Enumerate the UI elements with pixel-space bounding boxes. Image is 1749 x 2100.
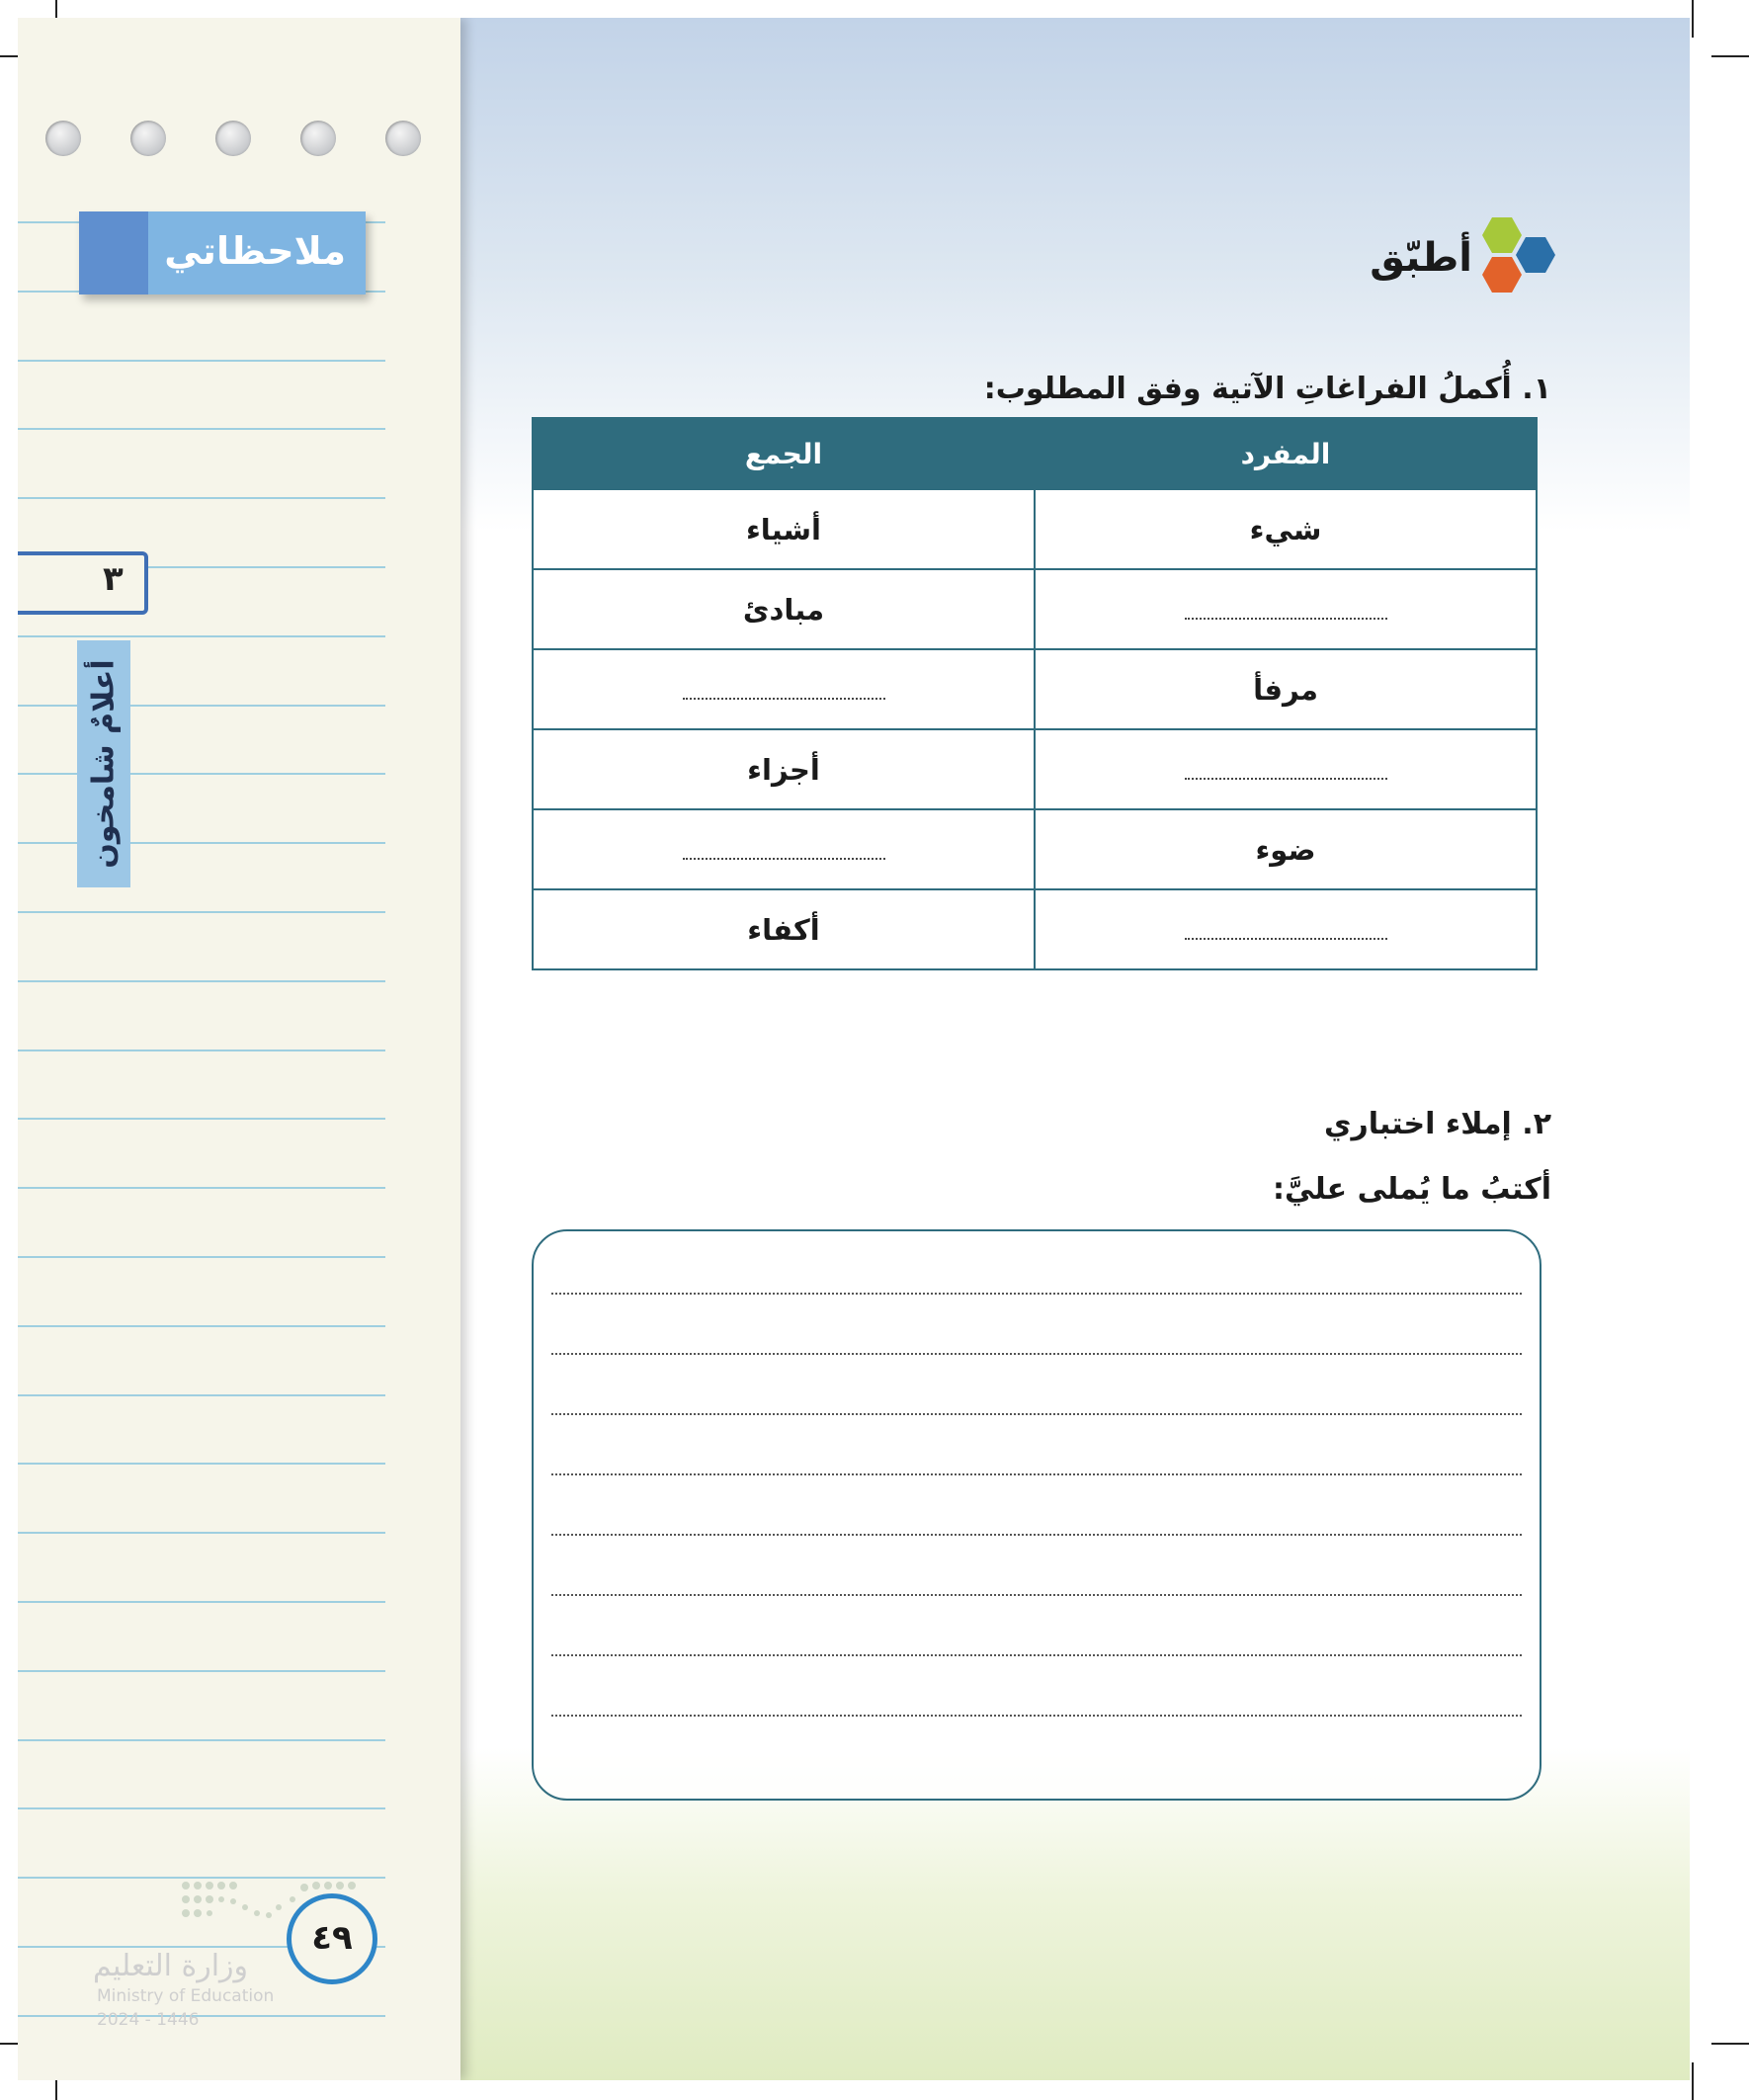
writing-line[interactable] (551, 1293, 1522, 1295)
page-number-badge (287, 1893, 377, 1984)
crop-mark (1711, 2043, 1749, 2045)
unit-number: ٣ (103, 559, 124, 599)
plural-cell (533, 889, 1035, 969)
ruled-line (18, 360, 385, 362)
notes-title: ملاحظاتي (164, 229, 346, 273)
answer-blank[interactable] (1185, 924, 1387, 940)
crop-mark (1711, 55, 1749, 57)
binder-hole-icon (385, 121, 421, 156)
writing-line[interactable] (551, 1534, 1522, 1536)
singular-cell (1035, 489, 1537, 569)
plural-cell (533, 489, 1035, 569)
writing-line[interactable] (551, 1654, 1522, 1656)
crop-mark (1692, 2062, 1694, 2100)
ruled-line (18, 705, 385, 707)
plural-cell[interactable] (533, 649, 1035, 729)
ruled-line (18, 773, 385, 775)
writing-line[interactable] (551, 1353, 1522, 1355)
ruled-line (18, 1532, 385, 1534)
binder-holes (45, 121, 421, 156)
notes-banner (79, 211, 366, 294)
singular-cell[interactable] (1035, 729, 1537, 809)
table-row (533, 489, 1537, 569)
ruled-line (18, 497, 385, 499)
ruled-line (18, 1050, 385, 1051)
answer-blank[interactable] (1185, 604, 1387, 620)
binder-hole-icon (45, 121, 81, 156)
singular-cell[interactable] (1035, 569, 1537, 649)
table-row (533, 649, 1537, 729)
ruled-line (18, 1394, 385, 1396)
ruled-line (18, 635, 385, 637)
singular-word: شيء (1249, 512, 1322, 546)
crop-mark (1692, 0, 1694, 38)
writing-line[interactable] (551, 1594, 1522, 1596)
answer-blank[interactable] (1185, 764, 1387, 780)
binder-hole-icon (300, 121, 336, 156)
singular-plural-table (532, 417, 1538, 970)
plural-word: أجزاء (747, 752, 820, 787)
ruled-line (18, 1118, 385, 1120)
writing-line[interactable] (551, 1473, 1522, 1475)
table-row (533, 809, 1537, 889)
answer-blank[interactable] (683, 844, 885, 860)
ruled-line (18, 2015, 385, 2017)
notes-sidebar (18, 18, 460, 2080)
ruled-line (18, 911, 385, 913)
writing-line[interactable] (551, 1413, 1522, 1415)
ruled-line (18, 1187, 385, 1189)
ruled-line (18, 1325, 385, 1327)
writing-line[interactable] (551, 1715, 1522, 1717)
plural-cell[interactable] (533, 809, 1035, 889)
dictation-box[interactable] (532, 1229, 1541, 1801)
ruled-line (18, 842, 385, 844)
ruled-line (18, 1739, 385, 1741)
plural-cell (533, 729, 1035, 809)
workbook-page (18, 18, 1690, 2080)
unit-title: أعلامٌ شامخون (86, 659, 122, 869)
section-title: أطبّق (1370, 235, 1472, 281)
plural-word: أكفاء (747, 912, 820, 947)
ministry-year: 2024 - 1446 (97, 2010, 200, 2030)
page-number: ٤٩ (311, 1918, 353, 1958)
plural-word: أشياء (745, 512, 821, 546)
exercise-2-instruction: أكتبُ ما يُملى عليَّ: (1273, 1172, 1551, 1207)
unit-tab (77, 640, 130, 887)
exercise-2-title: ٢. إملاء اختباري (1324, 1107, 1551, 1141)
ministry-name-arabic: وزارة التعليم (93, 1949, 249, 1983)
singular-cell (1035, 809, 1537, 889)
unit-number-box (18, 551, 148, 615)
hexagons-icon (1468, 215, 1559, 304)
plural-word: مبادئ (742, 592, 825, 627)
ruled-line (18, 1807, 385, 1809)
singular-cell (1035, 649, 1537, 729)
singular-cell[interactable] (1035, 889, 1537, 969)
binder-hole-icon (215, 121, 251, 156)
column-header-singular: المفرد (1035, 418, 1537, 489)
binder-hole-icon (130, 121, 166, 156)
singular-word: ضوء (1255, 832, 1316, 867)
column-header-plural: الجمع (533, 418, 1035, 489)
table-row (533, 889, 1537, 969)
ruled-line (18, 1463, 385, 1465)
exercise-1-instruction: ١. أُكملُ الفراغاتِ الآتية وفق المطلوب: (983, 372, 1551, 406)
plural-cell (533, 569, 1035, 649)
table-row (533, 569, 1537, 649)
singular-word: مرفأ (1253, 672, 1318, 707)
table-row (533, 729, 1537, 809)
ministry-name-english: Ministry of Education (97, 1986, 275, 2006)
answer-blank[interactable] (683, 684, 885, 700)
ruled-line (18, 1256, 385, 1258)
ruled-line (18, 1670, 385, 1672)
ruled-line (18, 980, 385, 982)
ruled-line (18, 1601, 385, 1603)
ruled-line (18, 428, 385, 430)
